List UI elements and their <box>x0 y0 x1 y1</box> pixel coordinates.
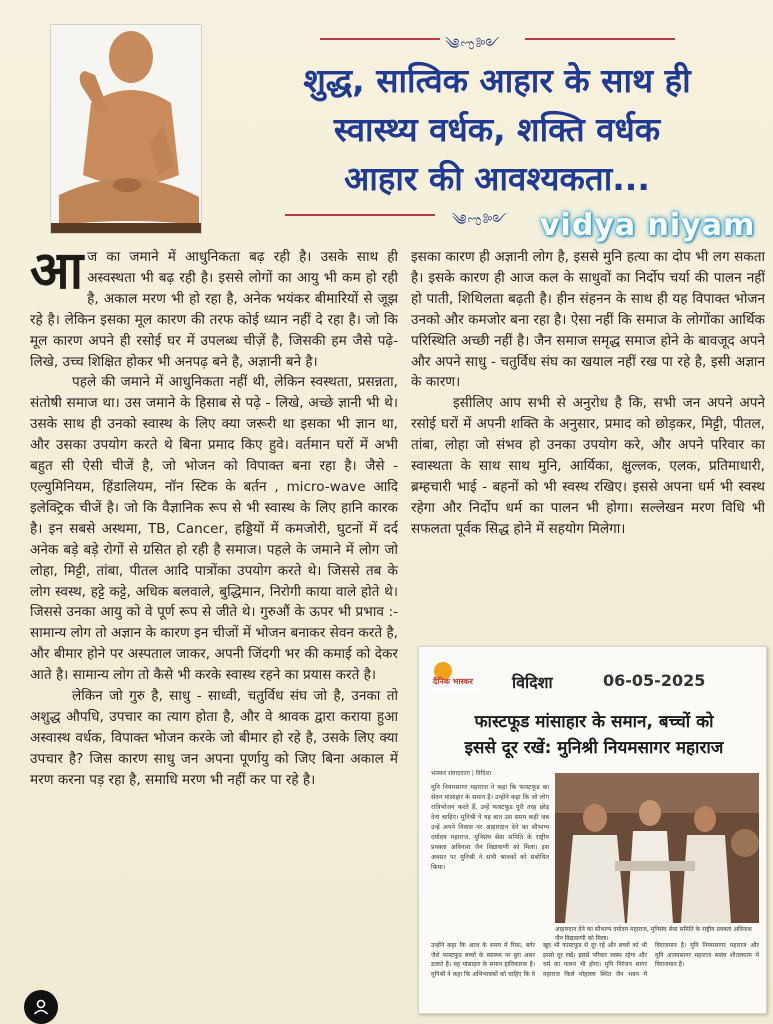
clipping-header <box>427 655 757 699</box>
headline-line-1: फास्टफूड मांसाहार के समान, बच्चों को <box>474 712 714 732</box>
title-line-1: शुद्ध, सात्विक आहार के साथ ही <box>303 61 691 100</box>
clipping-byline: भास्कर संवाददाता | विदिशा <box>431 770 492 777</box>
title-line-3: आहार की आवश्यकता... <box>344 159 650 198</box>
paragraph-4: इसका कारण ही अज्ञानी लोग है, इससे मुनि हत्या का दोप भी लग सकता है। इसके कारण ही आज कल के साधुवों का निर्दोप चर्या की पालन नहीं हो पाती, शिथिलता बढ़ती है। हीन संहनन के साथ ही यह विपाक्त भोजन उनको और कमजोर बना रहा है। ऐसा नहीं कि समाज के लोगोंका आर्थिक परिस्थिति अच्छी नहीं है। जैन समाज समृद्ध समाज होने के बावजूद अपने और अपने साधु - चतुर्विध संघ का खयाल नहीं रख पा रहे है, इसी अज्ञान के कारण। <box>411 249 765 391</box>
profile-button[interactable] <box>24 990 58 1024</box>
clipping-date: 06-05-2025 <box>603 671 706 690</box>
drop-cap: आ <box>30 247 84 301</box>
article-title <box>262 56 732 203</box>
clipping-city: विदिशा <box>512 673 553 692</box>
article-column-2 <box>411 247 765 637</box>
ornament-glyph-top: ༄ಌ༻ <box>445 35 501 53</box>
newspaper-logo-text: दैनिक भास्कर <box>433 677 473 686</box>
clipping-photo-caption: आहारदान देने का सौभाग्य दयोदय महाराज, मुनिसंघ सेवा समिति के राष्ट्रीय प्रवक्ता अविनाश जैन विद्यावाणी को मिला। <box>555 926 752 942</box>
user-icon <box>32 998 50 1016</box>
ceremony-photo-illustration <box>555 773 759 923</box>
monk-photo <box>50 24 202 234</box>
sun-logo-icon <box>431 659 479 693</box>
newspaper-logo <box>431 659 479 693</box>
title-line-2: स्वास्थ्य वर्धक, शक्ति वर्धक <box>333 110 661 149</box>
monk-figure-illustration <box>51 25 202 234</box>
ornament-line-right <box>525 38 675 40</box>
paragraph-3: लेकिन जो गुरु है, साधु - साध्वी, चतुर्विध संघ जो है, उनका तो अशुद्ध औपधि, उपचार का त्याग होता है, और वे श्रावक द्वारा कराया हुआ अस्वास्थ वर्धक, विपाक्त भोजन करके जो बीमार हो रहे है, उसके लिए क्या उपचार है? जिस कारण साधु जन अपना पूर्णायु को जिए बिना अकाल में मरण करना पड़ रहा है, समाधि मरण भी नहीं कर पा रहे है। <box>30 688 398 788</box>
clipping-body: मुनि नियमसागर महाराज ने कहा कि फास्टफूड का सेवन मांसाहार के समान है। उन्होंने कहा कि जो लोग रात्रिभोजन करते हैं, उन्हें फास्टफूड पूरी तरह छोड़ देना चाहिए। मुनिश्री ने यह बात उस समय कही जब उन्हें अपने निवास पर आहारदान देने का सौभाग्य दयोदय महाराज, मुनिसंघ सेवा समिति के राष्ट्रीय प्रवक्ता अविनाश जैन विद्यावाणी को मिला। इस अवसर पर मुनिश्री ने सभी श्रावकों को संबोधित किया। <box>431 784 549 871</box>
ornament-line-left-bottom <box>285 214 435 216</box>
ornament-glyph-bottom: ༄ಌ༻ <box>452 211 508 229</box>
ornament-line-left <box>320 38 440 40</box>
article-column-1 <box>30 247 398 1022</box>
clipping-headline <box>429 709 759 761</box>
headline-line-2: इससे दूर रखें: मुनिश्री नियमसागर महाराज <box>464 738 724 758</box>
newspaper-clipping <box>418 646 767 1014</box>
paragraph-5: इसीलिए आप सभी से अनुरोध है कि, सभी जन अपने अपने रसोई घरों में अपनी शक्ति के अनुसार, प्रमाद को छोड़कर, मिट्टी, पीतल, तांबा, लोहा जो संभव हो उनका उपयोग करे, और अपने परिवार का स्वास्थता के साथ साथ मुनि, आर्यिका, क्षुल्लक, एलक, प्रतिमाधारी, ब्रम्हचारी भाई - बहनों को भी स्वस्थ रखिए। इससे अपना धर्म भी स्वस्थ रहेगा और निर्दोप धर्म का पालन भी होगा। सल्लेखन मरण विधि भी सफलता पूर्वक सिद्ध होने में सहयोग मिलेगा। <box>411 395 765 537</box>
clipping-photo <box>555 773 759 923</box>
paragraph-2: पहले की जमाने में आधुनिकता नहीं थी, लेकिन स्वस्थता, प्रसन्नता, संतोषी समाज था। उस जमाने के हिसाब से पढ़े - लिखे, अच्छे ज्ञानी भी थे। उसके साथ ही उनको स्वास्थ के लिए क्या जरूरी था इसका भी ज्ञान था, और उसका उपयोग करते थे बिना प्रमाद किए हुवे। वर्तमान घरों में अभी बहुत सी ऐसी चीजें है, जो भोजन को विपाक्त बना रहा है। जैसे - एल्युमिनियम, हिंडालियम, नॉन स्टिक के बर्तन , micro-wave आदि इलेक्ट्रिक चीजें है। जो कि वैज्ञानिक रूप से भी स्वास्थ के लिए हानि कारक है। इन सबसे अस्थमा, TB, Cancer, हड्डियों में कमजोरी, घुटनों में दर्द अनेक बड़े बड़े रोगों से ग्रसित हो रही है समाज। पहले के जमाने में लोग जो लोहा, मिट्टी, तांबा, पीतल आदि पात्रोंका उपयोग करते थे। जिससे तब के लोग स्वस्थ, हट्टे कट्टे, अधिक बलवाले, बुद्धिमान, निरोगी काया वाले होते थे। जिससे उनका आयु को वे पूर्ण रूप से जीते थे। गुरुऔं के ऊपर भी प्रभाव :- सामान्य लोग तो अज्ञान के कारण इन चीजों में भोजन बनाकर सेवन करते है, और बीमार होने पर अस्पताल जाकर, अपनी जिंदगी भर की कमाई को देकर आते है। सामान्य लोग तो कैसे भी करके स्वास्थ रहने का प्रयास करते है। <box>30 374 398 684</box>
paragraph-1: ज का जमाने में आधुनिकता बढ़ रही है। उसके साथ ही अस्वस्थता भी बढ़ रही है। इससे लोगों का आयु भी कम हो रही है, अकाल मरण भी हो रहा है, अनेक भयंकर बीमारियों से जूझ रहे है। लेकिन इसका मूल कारण की तरफ कोई ध्यान नहीं दे रहा है। जो कि मूल कारण अपने ही रसोई घर में उपलब्ध चीज़ें है, जिसकी हम जैसे पढ़े- लिखे, उच्च शिक्षित होकर भी अनपढ़ बने है, अज्ञानी बने है। <box>30 249 398 370</box>
brand-watermark: vidya niyam <box>540 208 756 243</box>
clipping-bottom-text: उन्होंने कहा कि आज के समय में रिफ़ा, बर्गर जैसे फास्टफूड बच्चों के स्वास्थ्य पर बुरा असर डालते हैं। यह मांसाहार के समान हानिकारक है। मुनिश्री ने कहा कि अभिभावकों को चाहिए कि वे खुद भी फास्टफूड से दूर रहें और बच्चों को भी इससे दूर रखें। इससे परिवार स्वस्थ रहेगा और धर्म का पालन भी होगा। मुनि निरंजन सागर महाराज किले मोहल्ला स्थित जैन भवन में विराजमान हैं। मुनि नियमसागर महाराज और मुनि अजयसागर महाराज ससंघ शीतलधाम में विराजमान हैं। <box>431 942 759 978</box>
